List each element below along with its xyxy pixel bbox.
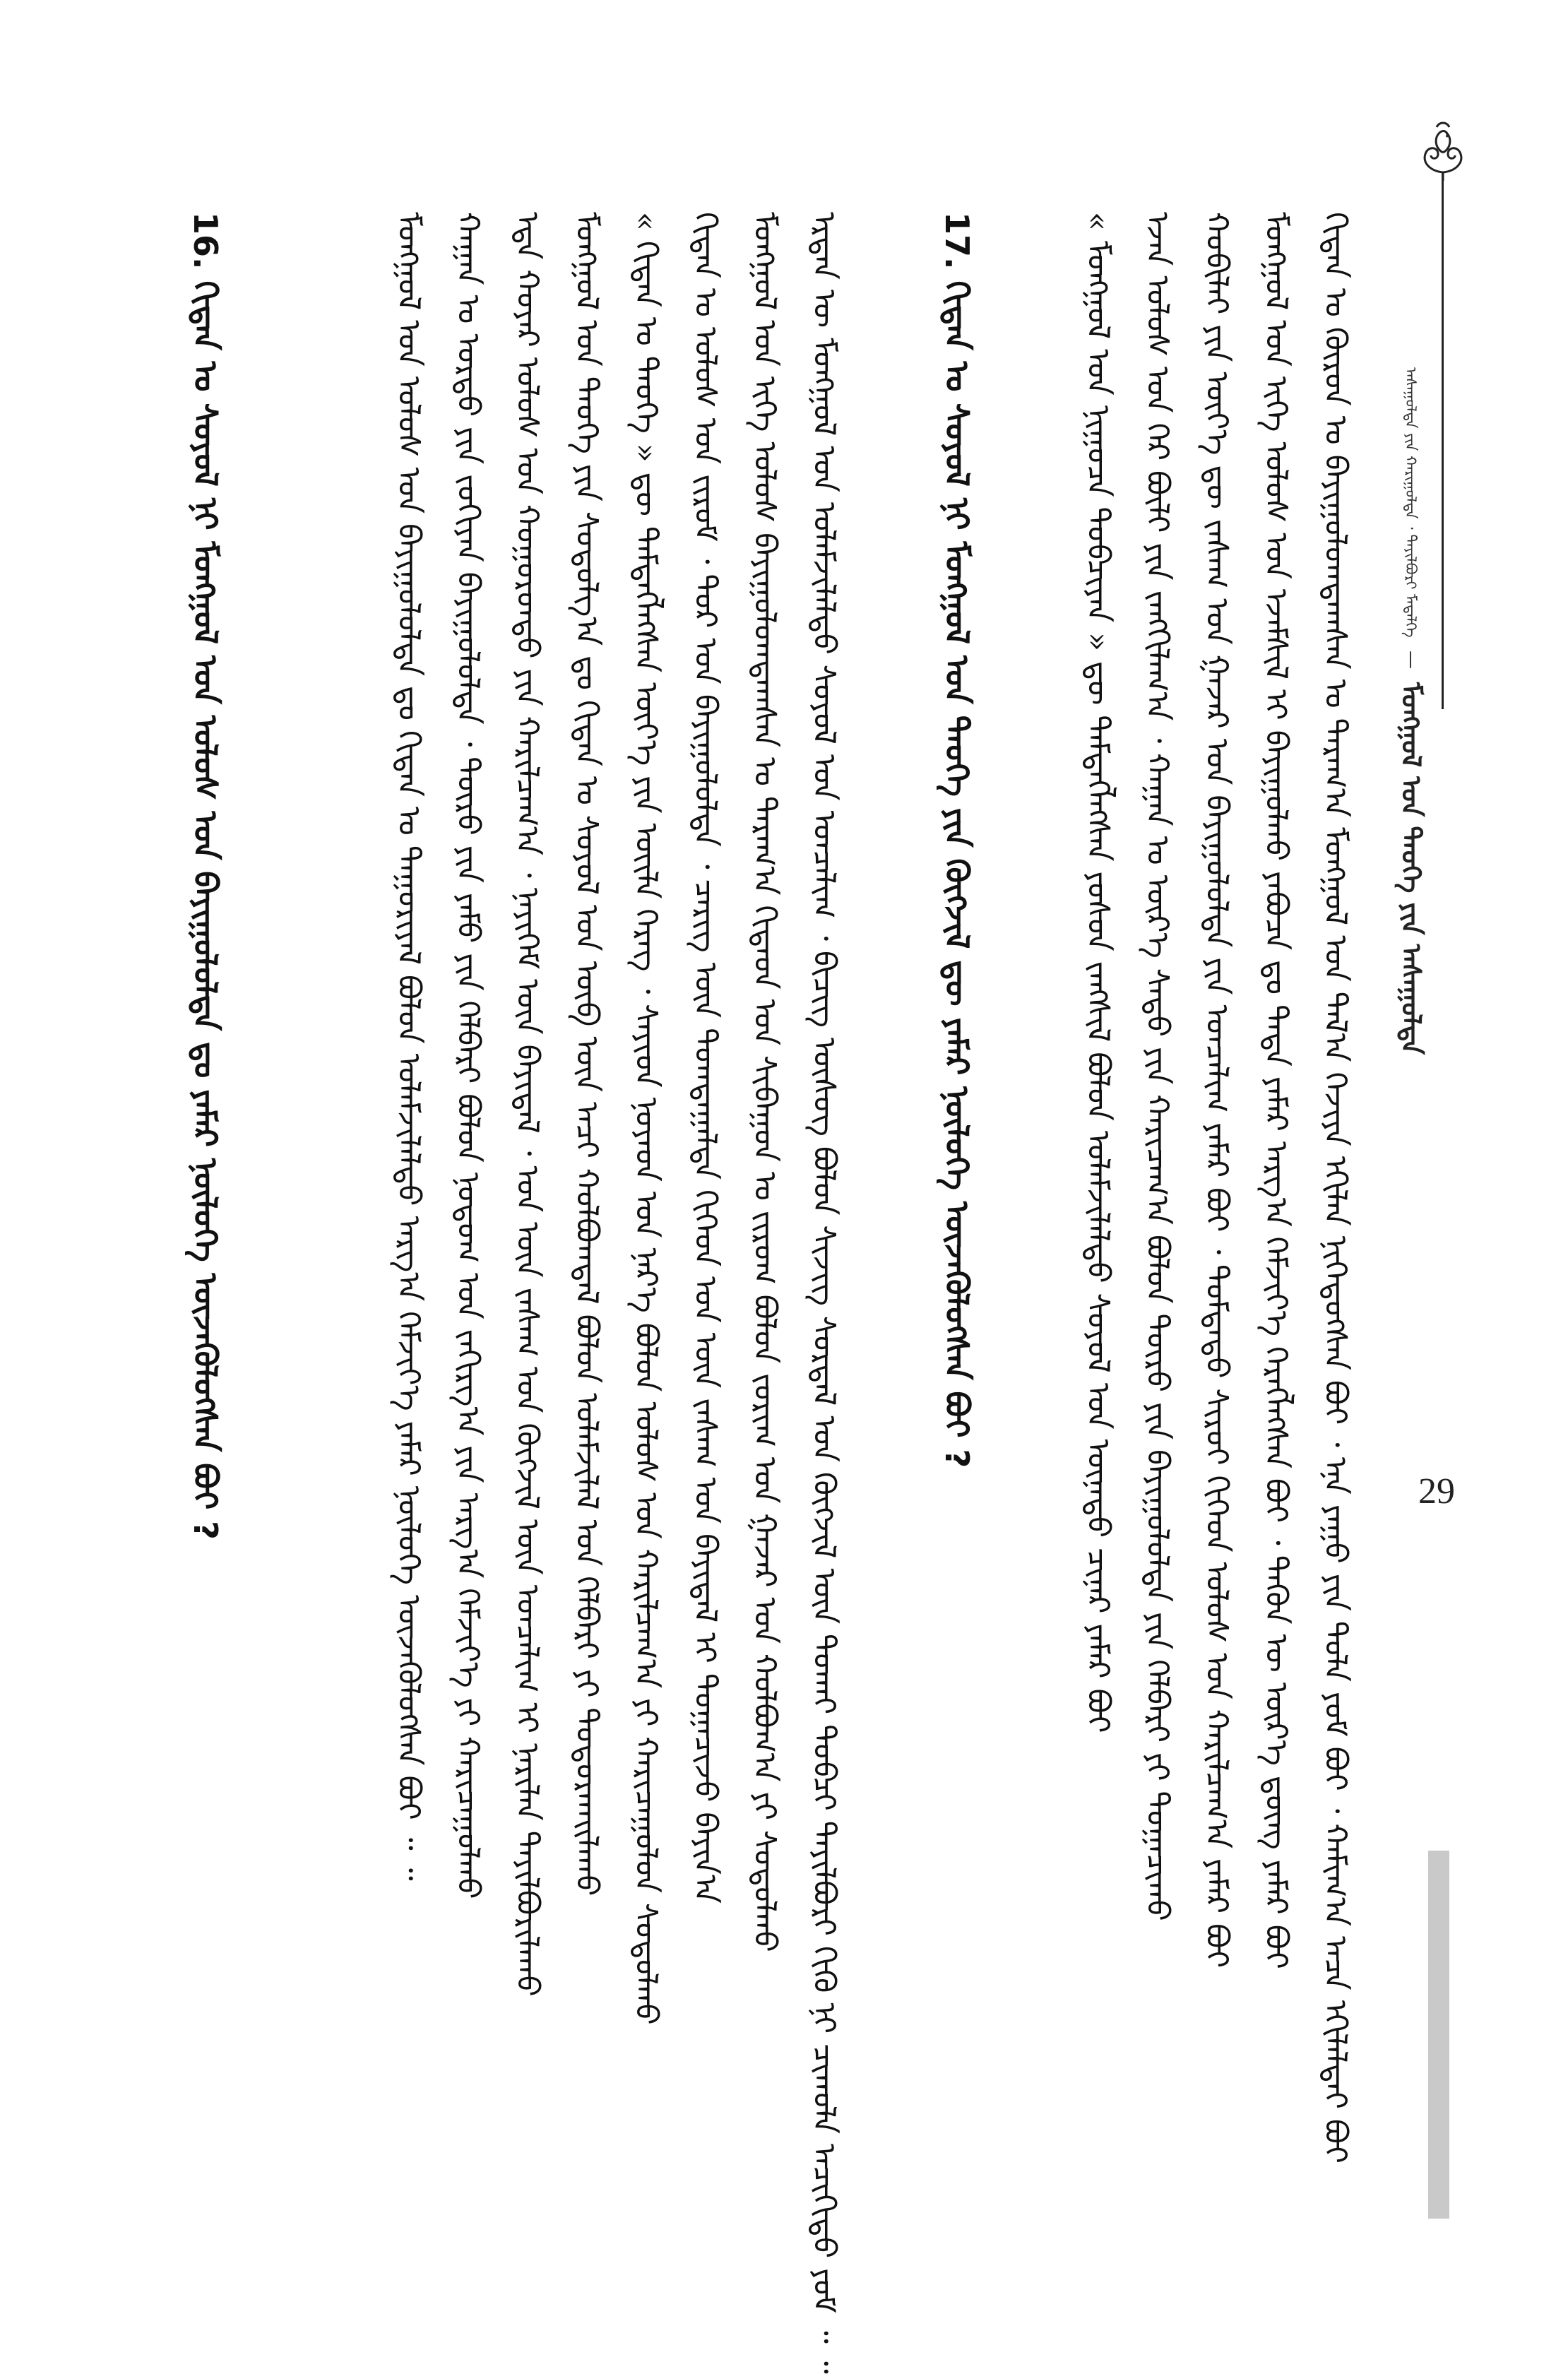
body-text bbox=[186, 212, 1353, 2374]
text-column: ᠬᠠᠭᠠᠨ ᠤ ᠣᠷᠳᠣ ᠶᠢᠨ ᠵᠣᠬᠢᠶᠠᠨ ᠪᠠᠶᠢᠭᠤᠯᠤᠯᠲᠠ ᠂ ᠲᠦᠷᠦ ᠶᠢᠨ ᠶᠠᠮᠤ ᠶᠢᠨ ᠬᠡᠯᠪᠡᠷᠢ ᠪᠣᠯᠤᠨ ᠨᠤᠲᠤᠭ ᠤᠨ ᠵᠠᠬᠢᠷᠭ᠎ᠠ ᠶᠢᠨ ᠠᠷᠭ᠎ᠠ ᠬᠡᠮᠵᠢᠶ᠎ᠡ ᠶᠢ ᠬᠠᠷᠢᠴᠠᠭᠤᠯᠬᠤ bbox=[450, 212, 486, 1899]
text-column: ᠡᠳᠡ ᠬᠣᠶᠠᠷ ᠤᠯᠤᠰ ᠤᠨ ᠬᠣᠭᠣᠷᠣᠨᠳᠤ ᠶᠢᠨ ᠬᠠᠷᠢᠯᠴᠠᠭ᠎ᠠ ᠂ ᠨᠡᠶᠢᠭᠡᠮ ᠦᠨ ᠪᠠᠶᠢᠳᠠᠯ ᠂ ᠡᠳ ᠦᠨ ᠵᠠᠰᠠᠭ ᠤᠨ ᠬᠦᠭᠵᠢᠯ ᠦᠨ ᠣᠨᠴᠠᠯᠢᠭ ᠢ ᠨᠠᠷᠢᠯᠠᠨ ᠲᠠᠶᠢᠯᠪᠤᠷᠢᠯᠠᠬᠤ bbox=[509, 212, 545, 1997]
text-column: ᠮᠣᠩᠭᠣᠯ ᠤᠨ ᠢᠬᠡ ᠣᠯᠤᠰ ᠤᠨ ᠡᠵᠡᠮᠰᠢᠯ ᠢ ᠪᠠᠶᠢᠭᠤᠯᠬᠤ ᠶᠠᠪᠤᠴᠠ ᠳᠤ ᠲᠡᠳᠡ ᠶᠠᠮᠠᠷ ᠠᠷᠭ᠎ᠠ ᠬᠡᠮᠵᠢᠶ᠎ᠡ ᠬᠡᠷᠡᠭᠯᠡᠭᠰᠡᠨ ᠪᠤᠢ ᠂ ᠲᠡᠭᠦᠨ ᠦ ᠦᠷ᠎ᠡ ᠳ᠋ᠦᠩ ᠶᠠᠮᠠᠷ ᠪᠤᠢ bbox=[1258, 212, 1294, 1969]
text-column: ᠬᠢᠳᠠᠨ ᠤ ᠭᠦᠷᠦᠨ ᠤ ᠪᠠᠶᠢᠭᠤᠯᠤᠭᠳᠠᠭᠰᠠᠨ ᠤ ᠳᠠᠷᠠᠭ᠎ᠠ ᠮᠣᠩᠭᠣᠯ ᠤᠨ ᠲᠠᠯ᠎ᠠ ᠬᠡᠵᠢᠶᠡ ᠡᠬᠢᠯᠡᠨ ᠨᠢᠭᠡᠳᠦᠭᠰᠡᠨ ᠪᠤᠢ ᠂ ᠡᠨᠡ ᠶᠠᠭᠤ ᠶᠢᠨ ᠲᠤᠯᠠ ᠶᠤᠮ ᠪᠤᠢ ᠂ ᠬᠠᠮᠢᠭ᠎ᠠ ᠠᠴᠠ ᠡᠬᠢᠯᠡᠯᠲᠡᠢ ᠪᠤᠢ bbox=[1317, 212, 1353, 2164]
text-column: « ᠬᠢᠳᠠᠨ ᠤ ᠲᠡᠦᠬᠡ » ᠳᠦ ᠲᠡᠮᠳᠡᠭᠯᠡᠭᠰᠡᠨ ᠦᠶ᠎ᠡ ᠶᠢᠨ ᠦᠢᠯᠡ ᠬᠡᠷᠡᠭ ᠂ ᠰᠠᠶᠢᠳ ᠨᠤᠶᠠᠳ ᠤᠨ ᠨᠡᠷ᠎ᠡ ᠪᠣᠯᠤᠨ ᠤᠯᠤᠰ ᠤᠨ ᠬᠠᠷᠢᠯᠴᠠᠭ᠎ᠠ ᠶᠢ ᠬᠠᠷᠢᠴᠠᠭᠤᠯᠤᠨ ᠰᠤᠳᠤᠯᠬᠤ bbox=[628, 212, 664, 2025]
text-column: « ᠮᠣᠩᠭᠣᠯ ᠤᠨ ᠨᠢᠭᠤᠴᠠ ᠲᠣᠪᠴᠢᠶᠠᠨ » ᠳᠦ ᠲᠡᠮᠳᠡᠭᠯᠡᠭᠰᠡᠨ ᠶᠣᠰᠤᠨ ᠵᠠᠩᠰᠢᠯ ᠪᠣᠯᠤᠨ ᠤᠯᠠᠮᠵᠢᠯᠠᠯᠲᠤ ᠰᠣᠶᠣᠯ ᠤᠨ ᠦᠨᠡᠲᠦ ᠴᠢᠨᠠᠷ ᠶᠠᠮᠠᠷ ᠪᠤᠢ bbox=[1080, 212, 1116, 1733]
page-number: 29 bbox=[1418, 1471, 1455, 1512]
header-title: ᠮᠣᠩᠭᠣᠯ ᠤᠨ ᠲᠡᠦᠬᠡ ᠶᠢᠨ ᠠᠰᠠᠭᠤᠯᠲᠠ bbox=[1396, 682, 1427, 1055]
text-column: ᠮᠣᠩᠭᠣᠯ ᠤᠨ ᠲᠡᠦᠬᠡ ᠶᠢᠨ ᠰᠤᠳᠤᠯᠭ᠎ᠠ ᠳᠤ ᠬᠢᠳᠠᠨ ᠤ ᠰᠤᠶᠤᠯ ᠤᠨ ᠥᠪ ᠦᠨ ᠠᠴᠢ ᠬᠣᠯᠪᠣᠭᠳᠠᠯ ᠪᠣᠯᠤᠨ ᠤᠯᠠᠮᠵᠢᠯᠠᠯ ᠤᠨ ᠬᠡᠯᠪᠡᠷᠢ ᠶᠢ ᠲᠣᠳᠣᠷᠬᠠᠢᠯᠠᠬᠤ bbox=[569, 212, 605, 1897]
header-subtitle: ᠠᠰᠠᠭᠤᠯᠲᠠ ᠶᠢᠨ ᠬᠠᠷᠢᠭᠤᠯᠲᠠ ᠂ ᠲᠠᠶᠢᠯᠪᠤᠷᠢ ᠮᠡᠳᠡᠯᠭᠡ bbox=[1402, 367, 1420, 638]
text-column: ᠮᠣᠩᠭᠣᠯ ᠤᠨ ᠢᠬᠡ ᠤᠯᠤᠰ ᠪᠠᠶᠢᠭᠤᠯᠤᠭᠳᠠᠭᠰᠠᠨ ᠤ ᠳᠠᠷᠠᠭ᠎ᠠ ᠬᠢᠳᠠᠳ ᠤᠨ ᠰᠢᠪᠠᠭᠤᠨ ᠤ ᠵᠢᠷᠤᠭ ᠪᠣᠯᠤᠨ ᠵᠣᠷᠢᠭ ᠤᠨ ᠭᠠᠵᠠᠷ ᠤᠨ ᠬᠣᠯᠪᠣᠭ᠎ᠠ ᠶᠢ ᠰᠤᠳᠤᠯᠬᠤ bbox=[747, 212, 783, 1952]
question-heading: 16. ᠬᠢᠳᠠᠨ ᠤ ᠰᠤᠶᠤᠯ ᠨᠢ ᠮᠣᠩᠭᠣᠯ ᠤᠨ ᠤᠯᠤᠰ ᠤᠨ ᠪᠠᠶᠢᠭᠤᠯᠤᠯᠲᠠ ᠳᠤ ᠶᠠᠮᠠᠷ ᠨᠥᠯᠦᠭᠡ ᠦᠵᠡᠭᠦᠯᠦᠭᠰᠡᠨ ᠪᠤᠢ ? bbox=[186, 212, 225, 1540]
page-edge-tab bbox=[1428, 1851, 1449, 2219]
scroll-ornament-icon bbox=[1415, 117, 1471, 181]
running-header bbox=[1388, 367, 1435, 1055]
text-column: ᠮᠣᠩᠭᠣᠯ ᠤᠨ ᠤᠯᠤᠰ ᠤᠨ ᠪᠠᠶᠢᠭᠤᠯᠤᠯᠲᠠ ᠳᠤ ᠬᠢᠳᠠᠨ ᠤ ᠳᠠᠭᠤᠷᠢᠶᠠᠯ ᠪᠣᠯᠤᠨ ᠤᠯᠠᠮᠵᠢᠯᠠᠯᠲᠤ ᠠᠷᠭ᠎ᠠ ᠬᠡᠮᠵᠢᠶ᠎ᠡ ᠶᠠᠮᠠᠷ ᠨᠥᠯᠦᠭᠡ ᠦᠵᠡᠭᠦᠯᠦᠭᠰᠡᠨ ᠪᠤᠢ ᠃ ᠃ bbox=[391, 212, 427, 1881]
text-column: ᠬᠤᠪᠢᠯᠠᠢ ᠶᠢᠨ ᠦᠶ᠎ᠡ ᠳᠦ ᠵᠠᠰᠠᠭ ᠤᠨ ᠭᠠᠵᠠᠷ ᠤᠨ ᠪᠠᠶᠢᠭᠤᠯᠤᠯᠲᠠ ᠶᠢᠨ ᠣᠨᠴᠠᠯᠢᠭ ᠶᠠᠮᠠᠷ ᠪᠤᠢ ᠂ ᠳᠤᠮᠳᠠᠳᠤ ᠰᠢᠷᠤᠢ ᠬᠢᠬᠡᠳ ᠤᠯᠤᠰ ᠤᠨ ᠬᠠᠷᠢᠯᠴᠠᠭ᠎ᠠ ᠶᠠᠮᠠᠷ ᠪᠤᠢ bbox=[1199, 212, 1235, 1969]
header-rule bbox=[1442, 172, 1444, 709]
header-dash: — bbox=[1401, 650, 1422, 670]
text-column: ᠡᠵᠡᠨ ᠤᠯᠤᠰ ᠤᠨ ᠭᠡᠷ ᠪᠦᠯᠢ ᠶᠢᠨ ᠵᠠᠩᠭᠢᠯᠠᠭ᠎ᠠ ᠂ ᠬᠠᠭᠠᠨ ᠤ ᠦᠷ᠎ᠡ ᠰᠠᠳᠤ ᠶᠢᠨ ᠬᠠᠷᠢᠴᠠᠭ᠎ᠠ ᠪᠣᠯᠤᠨ ᠲᠦᠷᠦ ᠶᠢᠨ ᠪᠠᠶᠢᠭᠤᠯᠤᠯᠲᠠ ᠶᠢᠨ ᠬᠡᠯᠪᠡᠷᠢ ᠶᠢ ᠲᠣᠭᠠᠴᠢᠬᠤ bbox=[1139, 212, 1175, 1921]
question-heading: 17. ᠬᠢᠳᠠᠨ ᠤ ᠰᠤᠶᠤᠯ ᠨᠢ ᠮᠣᠩᠭᠣᠯ ᠤᠨ ᠲᠡᠦᠬᠡ ᠶᠢᠨ ᠬᠥᠭᠵᠢᠯ ᠳᠦ ᠶᠠᠮᠠᠷ ᠨᠥᠯᠦᠭᠡ ᠦᠵᠡᠭᠦᠯᠦᠭᠰᠡᠨ ᠪᠤᠢ ? bbox=[938, 212, 976, 1468]
text-column: ᠡᠷᠲᠡᠨ ᠦ ᠮᠣᠩᠭᠣᠯ ᠤᠨ ᠤᠯᠠᠮᠵᠢᠯᠠᠯᠲᠤ ᠰᠤᠶᠤᠯ ᠤᠨ ᠣᠨᠴᠠᠯᠢᠭ ᠂ ᠪᠢᠴᠢᠭ᠌ ᠦᠰᠦᠭ ᠪᠣᠯᠤᠨ ᠰᠢᠵᠢᠭ ᠰᠤᠷᠲᠠᠯ ᠤᠨ ᠬᠦᠭᠵᠢᠯ ᠦᠨ ᠲᠤᠬᠠᠢ ᠲᠣᠪᠴᠢ ᠲᠠᠶᠢᠯᠪᠤᠷᠢ ᠬᠢᠬᠦ ᠨᠢ ᠴᠢᠬᠤᠯᠠ ᠠᠴᠢᠬᠢᠲᠤ ᠶᠤᠮ ᠃ ᠃ bbox=[806, 212, 842, 2374]
text-column: ᠬᠢᠳᠠᠨ ᠤ ᠤᠯᠤᠰ ᠤᠨ ᠵᠢᠷᠤᠮ ᠂ ᠲᠤᠷ ᠤᠨ ᠪᠠᠶᠢᠭᠤᠯᠤᠯᠲᠠ ᠂ ᠴᠡᠷᠢᠭ ᠦᠨ ᠲᠣᠭᠲᠠᠭᠠᠯᠲᠠ ᠬᠢᠬᠡᠳ ᠡᠳ ᠦᠨ ᠵᠠᠰᠠᠭ ᠤᠨ ᠪᠠᠶᠢᠳᠠᠯ ᠢ ᠲᠣᠭᠠᠴᠢᠵᠤ ᠪᠠᠶᠢᠨ᠎ᠠ bbox=[687, 212, 723, 1904]
